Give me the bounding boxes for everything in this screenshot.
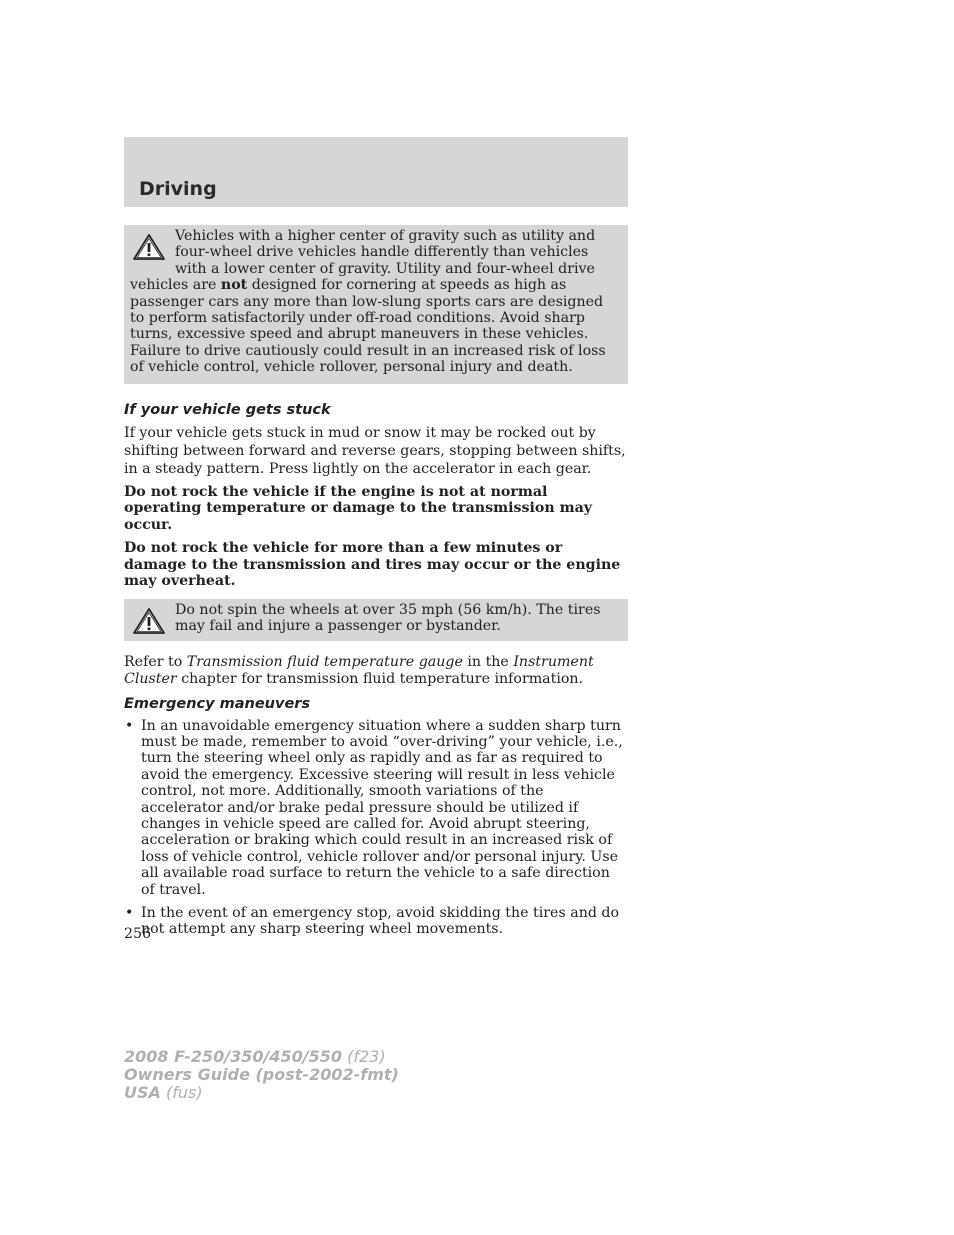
footer-line-guide: [124, 1066, 399, 1084]
list-item-text: In the event of an emergency stop, avoid skidding the tires and do not attempt any sharp steering wheel movements.: [141, 905, 620, 938]
heading-emergency-maneuvers: Emergency maneuvers: [124, 696, 311, 713]
bullet-icon: •: [125, 905, 134, 921]
warning-text-wheel-spin: Do not spin the wheels at over 35 mph (56 km/h). The tires may fail and injure a passenger or bystander.: [175, 601, 601, 634]
warning-text-rollover: [130, 228, 621, 376]
stuck-paragraph: If your vehicle gets stuck in mud or snow it may be rocked out by shifting between forward and reverse gears, stopping between shifts, in a steady pattern. Press lightly on the accelerator in each gear.: [124, 425, 626, 478]
warning-box-wheel-spin: [124, 599, 628, 642]
stuck-caution-duration: Do not rock the vehicle for more than a few minutes or damage to the transmission and tires may occur or the engine may overheat.: [124, 540, 621, 590]
bullet-icon: •: [125, 717, 134, 734]
warning-text-part: Vehicles with a higher center of gravity such as utility and four-wheel drive vehicles handle differently than vehicles with a lower center of gravity. Utility and four-wheel drive vehicles are: [130, 228, 596, 294]
footer-line-model: [124, 1048, 399, 1066]
footer-market-code: (fus): [160, 1083, 203, 1102]
emergency-bullet-list: [124, 718, 628, 938]
list-item-text: In an unavoidable emergency situation where a sudden sharp turn must be made, remember to avoid “over-driving” your vehicle, i.e., turn the steering wheel only as rapidly and as far as required to avoid the emergency. Excessive steering will result in less vehicle control, not more. Additionally, smooth variations of the accelerator and/or brake pedal pressure should be utilized if changes in vehicle speed are called for. Avoid abrupt steering, acceleration or braking which could result in an increased risk of loss of vehicle control, vehicle rollover and/or personal injury. Use all available road surface to return the vehicle to a safe direction of travel.: [141, 717, 623, 898]
refer-chapter-text: Instrument Cluster: [124, 654, 594, 687]
footer-model-code: (f23): [342, 1047, 386, 1066]
warning-box-rollover: [124, 225, 628, 384]
list-item: [124, 905, 628, 938]
refer-text: Refer to: [124, 654, 187, 671]
refer-text: in the: [462, 654, 514, 671]
section-title: Driving: [139, 178, 217, 200]
refer-paragraph: [124, 654, 628, 687]
footer-model: 2008 F-250/350/450/550: [124, 1047, 342, 1066]
refer-gauge-link-text: Transmission fluid temperature gauge: [186, 654, 463, 671]
page-number: 256: [124, 926, 152, 942]
warning-emphasis: not: [220, 277, 248, 294]
warning-text-part: designed for cornering at speeds as high as passenger cars any more than low-slung sports cars are designed to perform satisfactorily under off-road conditions. Avoid sharp turns, excessive speed and abrupt maneuvers in these vehicles. Failure to drive cautiously could result in an increased risk of loss of vehicle control, vehicle rollover, personal injury and death.: [130, 277, 606, 376]
footer-line-market: [124, 1084, 399, 1102]
list-item: [124, 718, 628, 898]
footer-market: USA: [124, 1083, 161, 1102]
footer-guide: Owners Guide (post-2002-fmt): [124, 1065, 399, 1084]
warning-triangle-icon: [132, 233, 166, 261]
page-content: [124, 225, 628, 938]
warning-triangle-icon: [132, 607, 166, 635]
document-footer: [124, 1048, 399, 1102]
heading-if-vehicle-stuck: If your vehicle gets stuck: [124, 401, 331, 418]
refer-text: chapter for transmission fluid temperature information.: [176, 670, 584, 687]
stuck-caution-temperature: Do not rock the vehicle if the engine is not at normal operating temperature or damage to the transmission may occur.: [124, 484, 593, 533]
